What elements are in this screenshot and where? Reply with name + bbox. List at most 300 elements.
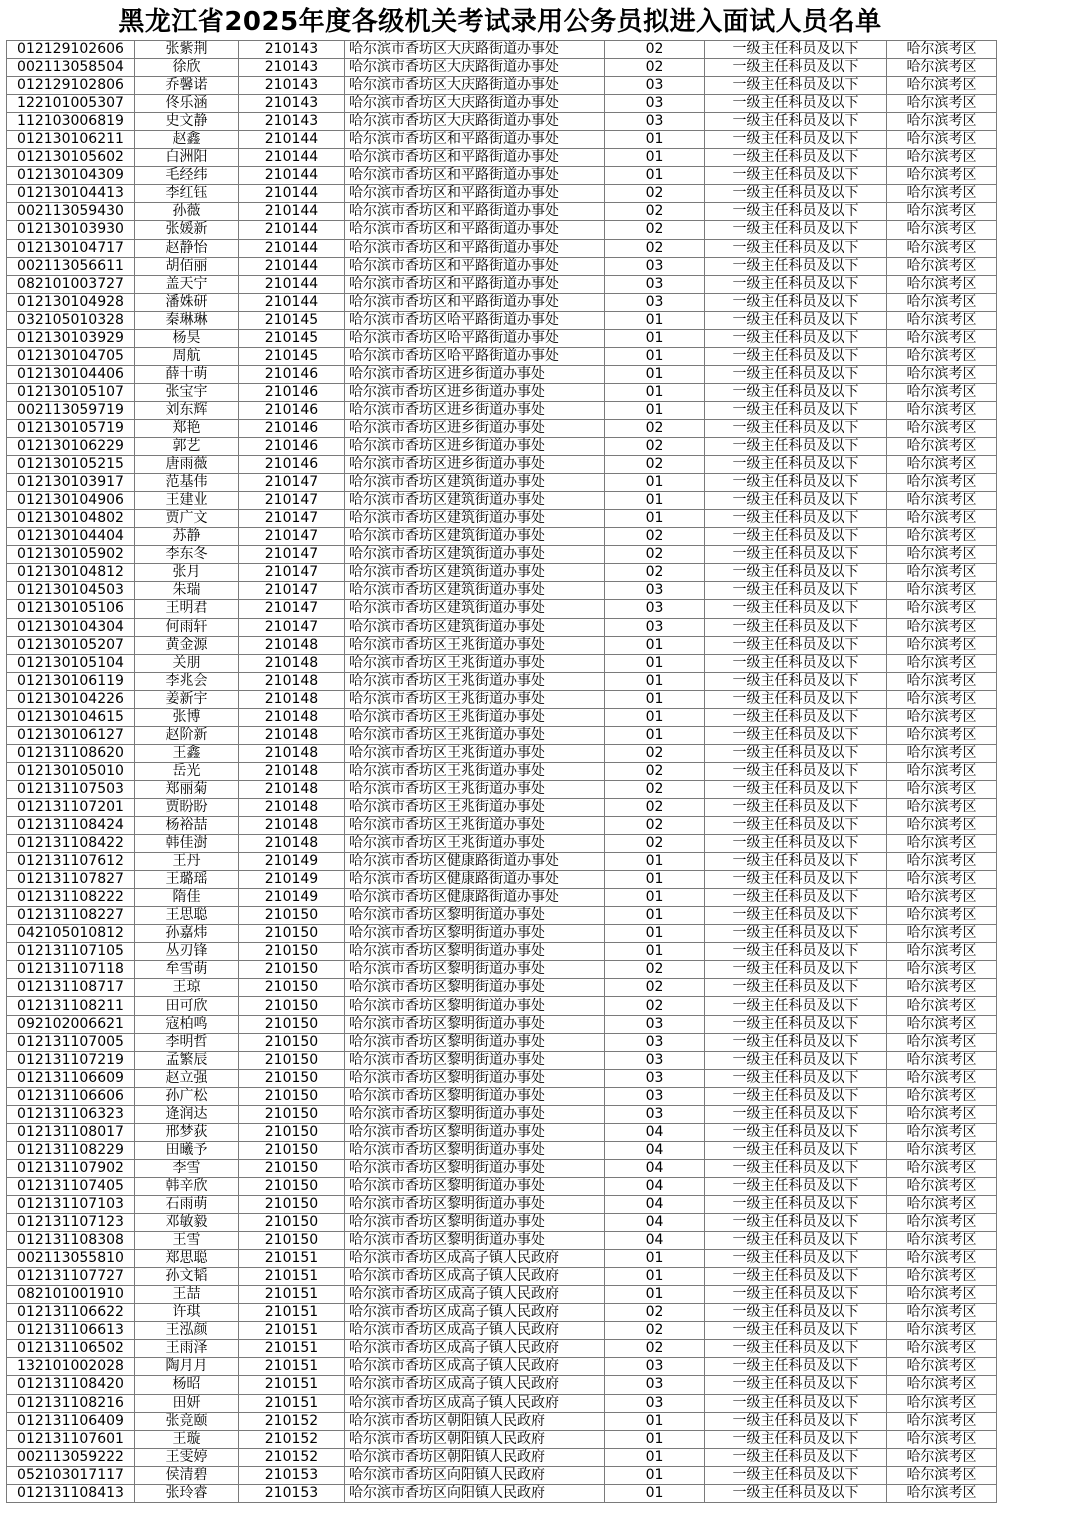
- name-cell: 田妍: [135, 1394, 239, 1412]
- exam-area-cell: 哈尔滨考区: [887, 1484, 997, 1502]
- table-row: [7, 1484, 997, 1502]
- level-cell: 一级主任科员及以下: [705, 907, 887, 925]
- exam-id-cell: 012130103917: [7, 474, 135, 492]
- name-cell: 孙广松: [135, 1087, 239, 1105]
- position-code-cell: 210143: [239, 59, 345, 77]
- level-cell: 一级主任科员及以下: [705, 546, 887, 564]
- exam-id-cell: 012130104503: [7, 582, 135, 600]
- table-row: [7, 528, 997, 546]
- table-row: [7, 690, 997, 708]
- exam-area-cell: 哈尔滨考区: [887, 1376, 997, 1394]
- table-row: [7, 600, 997, 618]
- position-no-cell: 03: [605, 1358, 705, 1376]
- exam-area-cell: 哈尔滨考区: [887, 636, 997, 654]
- level-cell: 一级主任科员及以下: [705, 275, 887, 293]
- exam-area-cell: 哈尔滨考区: [887, 1033, 997, 1051]
- unit-cell: 哈尔滨市香坊区黎明街道办事处: [345, 1214, 605, 1232]
- unit-cell: 哈尔滨市香坊区健康路街道办事处: [345, 871, 605, 889]
- unit-cell: 哈尔滨市香坊区王兆街道办事处: [345, 817, 605, 835]
- position-code-cell: 210150: [239, 1159, 345, 1177]
- exam-area-cell: 哈尔滨考区: [887, 1448, 997, 1466]
- position-code-cell: 210148: [239, 654, 345, 672]
- exam-area-cell: 哈尔滨考区: [887, 582, 997, 600]
- unit-cell: 哈尔滨市香坊区黎明街道办事处: [345, 1051, 605, 1069]
- level-cell: 一级主任科员及以下: [705, 1123, 887, 1141]
- table-row: [7, 835, 997, 853]
- position-code-cell: 210145: [239, 311, 345, 329]
- position-code-cell: 210148: [239, 708, 345, 726]
- position-code-cell: 210150: [239, 1087, 345, 1105]
- position-code-cell: 210152: [239, 1412, 345, 1430]
- table-row: [7, 401, 997, 419]
- unit-cell: 哈尔滨市香坊区和平路街道办事处: [345, 149, 605, 167]
- exam-area-cell: 哈尔滨考区: [887, 907, 997, 925]
- position-no-cell: 01: [605, 1484, 705, 1502]
- name-cell: 杨昭: [135, 1376, 239, 1394]
- name-cell: 周航: [135, 347, 239, 365]
- exam-id-cell: 002113058504: [7, 59, 135, 77]
- level-cell: 一级主任科员及以下: [705, 59, 887, 77]
- table-row: [7, 383, 997, 401]
- exam-area-cell: 哈尔滨考区: [887, 401, 997, 419]
- table-row: [7, 1214, 997, 1232]
- position-no-cell: 03: [605, 618, 705, 636]
- position-code-cell: 210148: [239, 726, 345, 744]
- exam-area-cell: 哈尔滨考区: [887, 979, 997, 997]
- table-row: [7, 1159, 997, 1177]
- table-row: [7, 708, 997, 726]
- exam-area-cell: 哈尔滨考区: [887, 1340, 997, 1358]
- unit-cell: 哈尔滨市香坊区黎明街道办事处: [345, 1069, 605, 1087]
- name-cell: 贾盼盼: [135, 798, 239, 816]
- position-no-cell: 02: [605, 979, 705, 997]
- position-code-cell: 210148: [239, 835, 345, 853]
- exam-id-cell: 012130105719: [7, 419, 135, 437]
- unit-cell: 哈尔滨市香坊区王兆街道办事处: [345, 835, 605, 853]
- exam-area-cell: 哈尔滨考区: [887, 1214, 997, 1232]
- table-row: [7, 1051, 997, 1069]
- table-row: [7, 1015, 997, 1033]
- name-cell: 秦琳琳: [135, 311, 239, 329]
- level-cell: 一级主任科员及以下: [705, 744, 887, 762]
- exam-area-cell: 哈尔滨考区: [887, 59, 997, 77]
- exam-area-cell: 哈尔滨考区: [887, 672, 997, 690]
- exam-id-cell: 012131108413: [7, 1484, 135, 1502]
- unit-cell: 哈尔滨市香坊区黎明街道办事处: [345, 943, 605, 961]
- position-code-cell: 210150: [239, 1196, 345, 1214]
- exam-id-cell: 012131107827: [7, 871, 135, 889]
- name-cell: 张宝宇: [135, 383, 239, 401]
- exam-area-cell: 哈尔滨考区: [887, 77, 997, 95]
- name-cell: 乔馨诺: [135, 77, 239, 95]
- position-no-cell: 04: [605, 1196, 705, 1214]
- unit-cell: 哈尔滨市香坊区朝阳镇人民政府: [345, 1448, 605, 1466]
- exam-id-cell: 092102006621: [7, 1015, 135, 1033]
- exam-area-cell: 哈尔滨考区: [887, 221, 997, 239]
- exam-id-cell: 012131106622: [7, 1304, 135, 1322]
- table-row: [7, 1069, 997, 1087]
- position-code-cell: 210150: [239, 1141, 345, 1159]
- name-cell: 赵静怡: [135, 239, 239, 257]
- exam-id-cell: 002113059222: [7, 1448, 135, 1466]
- level-cell: 一级主任科员及以下: [705, 817, 887, 835]
- unit-cell: 哈尔滨市香坊区王兆街道办事处: [345, 798, 605, 816]
- position-code-cell: 210146: [239, 456, 345, 474]
- table-row: [7, 654, 997, 672]
- table-row: [7, 59, 997, 77]
- position-no-cell: 01: [605, 492, 705, 510]
- level-cell: 一级主任科员及以下: [705, 1232, 887, 1250]
- position-code-cell: 210144: [239, 131, 345, 149]
- position-no-cell: 04: [605, 1232, 705, 1250]
- level-cell: 一级主任科员及以下: [705, 149, 887, 167]
- position-no-cell: 03: [605, 275, 705, 293]
- unit-cell: 哈尔滨市香坊区黎明街道办事处: [345, 1177, 605, 1195]
- name-cell: 朱瑞: [135, 582, 239, 600]
- exam-area-cell: 哈尔滨考区: [887, 1394, 997, 1412]
- exam-id-cell: 012131106609: [7, 1069, 135, 1087]
- position-no-cell: 02: [605, 419, 705, 437]
- exam-id-cell: 082101003727: [7, 275, 135, 293]
- table-row: [7, 438, 997, 456]
- exam-area-cell: 哈尔滨考区: [887, 1232, 997, 1250]
- level-cell: 一级主任科员及以下: [705, 167, 887, 185]
- position-code-cell: 210143: [239, 113, 345, 131]
- position-code-cell: 210148: [239, 672, 345, 690]
- exam-id-cell: 002113059430: [7, 203, 135, 221]
- unit-cell: 哈尔滨市香坊区哈平路街道办事处: [345, 347, 605, 365]
- level-cell: 一级主任科员及以下: [705, 311, 887, 329]
- exam-id-cell: 012130105107: [7, 383, 135, 401]
- exam-area-cell: 哈尔滨考区: [887, 203, 997, 221]
- exam-id-cell: 012129102606: [7, 41, 135, 59]
- level-cell: 一级主任科员及以下: [705, 474, 887, 492]
- unit-cell: 哈尔滨市香坊区建筑街道办事处: [345, 582, 605, 600]
- table-row: [7, 1250, 997, 1268]
- position-no-cell: 01: [605, 149, 705, 167]
- position-no-cell: 01: [605, 365, 705, 383]
- table-row: [7, 167, 997, 185]
- position-code-cell: 210146: [239, 438, 345, 456]
- exam-area-cell: 哈尔滨考区: [887, 239, 997, 257]
- level-cell: 一级主任科员及以下: [705, 889, 887, 907]
- name-cell: 赵阶新: [135, 726, 239, 744]
- exam-id-cell: 012131108422: [7, 835, 135, 853]
- exam-id-cell: 112103006819: [7, 113, 135, 131]
- position-code-cell: 210151: [239, 1394, 345, 1412]
- name-cell: 王思聪: [135, 907, 239, 925]
- candidate-table-body: [7, 41, 997, 1503]
- candidate-table: [6, 40, 997, 1503]
- unit-cell: 哈尔滨市香坊区王兆街道办事处: [345, 654, 605, 672]
- name-cell: 唐雨薇: [135, 456, 239, 474]
- exam-area-cell: 哈尔滨考区: [887, 943, 997, 961]
- name-cell: 郭艺: [135, 438, 239, 456]
- level-cell: 一级主任科员及以下: [705, 582, 887, 600]
- level-cell: 一级主任科员及以下: [705, 1358, 887, 1376]
- table-row: [7, 1448, 997, 1466]
- position-no-cell: 02: [605, 59, 705, 77]
- table-row: [7, 1358, 997, 1376]
- level-cell: 一级主任科员及以下: [705, 1376, 887, 1394]
- table-row: [7, 853, 997, 871]
- name-cell: 王鑫: [135, 744, 239, 762]
- level-cell: 一级主任科员及以下: [705, 257, 887, 275]
- name-cell: 郑思聪: [135, 1250, 239, 1268]
- position-no-cell: 02: [605, 221, 705, 239]
- unit-cell: 哈尔滨市香坊区建筑街道办事处: [345, 564, 605, 582]
- position-code-cell: 210153: [239, 1484, 345, 1502]
- unit-cell: 哈尔滨市香坊区王兆街道办事处: [345, 690, 605, 708]
- level-cell: 一级主任科员及以下: [705, 1214, 887, 1232]
- position-no-cell: 01: [605, 636, 705, 654]
- unit-cell: 哈尔滨市香坊区黎明街道办事处: [345, 1015, 605, 1033]
- name-cell: 田曦予: [135, 1141, 239, 1159]
- name-cell: 孙文韬: [135, 1268, 239, 1286]
- position-code-cell: 210151: [239, 1250, 345, 1268]
- position-code-cell: 210144: [239, 293, 345, 311]
- position-no-cell: 04: [605, 1123, 705, 1141]
- exam-area-cell: 哈尔滨考区: [887, 149, 997, 167]
- position-no-cell: 01: [605, 1268, 705, 1286]
- exam-area-cell: 哈尔滨考区: [887, 690, 997, 708]
- level-cell: 一级主任科员及以下: [705, 221, 887, 239]
- name-cell: 王建业: [135, 492, 239, 510]
- level-cell: 一级主任科员及以下: [705, 925, 887, 943]
- level-cell: 一级主任科员及以下: [705, 618, 887, 636]
- position-no-cell: 01: [605, 1250, 705, 1268]
- unit-cell: 哈尔滨市香坊区成高子镇人民政府: [345, 1286, 605, 1304]
- position-code-cell: 210144: [239, 203, 345, 221]
- exam-area-cell: 哈尔滨考区: [887, 997, 997, 1015]
- exam-id-cell: 012131107005: [7, 1033, 135, 1051]
- exam-id-cell: 012130104406: [7, 365, 135, 383]
- exam-id-cell: 012130104906: [7, 492, 135, 510]
- level-cell: 一级主任科员及以下: [705, 1250, 887, 1268]
- exam-area-cell: 哈尔滨考区: [887, 744, 997, 762]
- level-cell: 一级主任科员及以下: [705, 1141, 887, 1159]
- unit-cell: 哈尔滨市香坊区哈平路街道办事处: [345, 329, 605, 347]
- name-cell: 贾广文: [135, 510, 239, 528]
- level-cell: 一级主任科员及以下: [705, 708, 887, 726]
- table-row: [7, 1268, 997, 1286]
- exam-id-cell: 012130106127: [7, 726, 135, 744]
- name-cell: 丛刃锋: [135, 943, 239, 961]
- name-cell: 薛十萌: [135, 365, 239, 383]
- exam-area-cell: 哈尔滨考区: [887, 726, 997, 744]
- name-cell: 隋佳: [135, 889, 239, 907]
- position-code-cell: 210144: [239, 149, 345, 167]
- level-cell: 一级主任科员及以下: [705, 492, 887, 510]
- position-code-cell: 210150: [239, 1232, 345, 1250]
- exam-area-cell: 哈尔滨考区: [887, 365, 997, 383]
- name-cell: 张月: [135, 564, 239, 582]
- position-no-cell: 02: [605, 528, 705, 546]
- exam-area-cell: 哈尔滨考区: [887, 798, 997, 816]
- name-cell: 郑艳: [135, 419, 239, 437]
- unit-cell: 哈尔滨市香坊区成高子镇人民政府: [345, 1304, 605, 1322]
- exam-area-cell: 哈尔滨考区: [887, 817, 997, 835]
- unit-cell: 哈尔滨市香坊区黎明街道办事处: [345, 1105, 605, 1123]
- level-cell: 一级主任科员及以下: [705, 203, 887, 221]
- position-code-cell: 210151: [239, 1268, 345, 1286]
- unit-cell: 哈尔滨市香坊区健康路街道办事处: [345, 889, 605, 907]
- level-cell: 一级主任科员及以下: [705, 997, 887, 1015]
- unit-cell: 哈尔滨市香坊区建筑街道办事处: [345, 600, 605, 618]
- unit-cell: 哈尔滨市香坊区进乡街道办事处: [345, 401, 605, 419]
- unit-cell: 哈尔滨市香坊区健康路街道办事处: [345, 853, 605, 871]
- position-code-cell: 210151: [239, 1340, 345, 1358]
- level-cell: 一级主任科员及以下: [705, 961, 887, 979]
- position-no-cell: 03: [605, 1069, 705, 1087]
- name-cell: 王雯婷: [135, 1448, 239, 1466]
- position-code-cell: 210144: [239, 239, 345, 257]
- table-row: [7, 257, 997, 275]
- table-row: [7, 1286, 997, 1304]
- exam-area-cell: 哈尔滨考区: [887, 1466, 997, 1484]
- level-cell: 一级主任科员及以下: [705, 438, 887, 456]
- level-cell: 一级主任科员及以下: [705, 1268, 887, 1286]
- position-no-cell: 02: [605, 564, 705, 582]
- name-cell: 王琼: [135, 979, 239, 997]
- exam-id-cell: 012130106119: [7, 672, 135, 690]
- table-row: [7, 474, 997, 492]
- position-no-cell: 01: [605, 708, 705, 726]
- name-cell: 张媛新: [135, 221, 239, 239]
- position-code-cell: 210147: [239, 492, 345, 510]
- unit-cell: 哈尔滨市香坊区和平路街道办事处: [345, 257, 605, 275]
- exam-area-cell: 哈尔滨考区: [887, 41, 997, 59]
- exam-area-cell: 哈尔滨考区: [887, 1430, 997, 1448]
- table-row: [7, 1177, 997, 1195]
- exam-area-cell: 哈尔滨考区: [887, 961, 997, 979]
- exam-area-cell: 哈尔滨考区: [887, 131, 997, 149]
- position-no-cell: 01: [605, 871, 705, 889]
- exam-id-cell: 012131107902: [7, 1159, 135, 1177]
- name-cell: 侯清碧: [135, 1466, 239, 1484]
- table-row: [7, 510, 997, 528]
- table-row: [7, 419, 997, 437]
- position-no-cell: 01: [605, 167, 705, 185]
- level-cell: 一级主任科员及以下: [705, 1430, 887, 1448]
- name-cell: 王雪: [135, 1232, 239, 1250]
- exam-id-cell: 012131108017: [7, 1123, 135, 1141]
- position-no-cell: 03: [605, 1033, 705, 1051]
- unit-cell: 哈尔滨市香坊区大庆路街道办事处: [345, 113, 605, 131]
- name-cell: 田可欣: [135, 997, 239, 1015]
- exam-area-cell: 哈尔滨考区: [887, 528, 997, 546]
- exam-id-cell: 132101002028: [7, 1358, 135, 1376]
- exam-area-cell: 哈尔滨考区: [887, 257, 997, 275]
- level-cell: 一级主任科员及以下: [705, 383, 887, 401]
- name-cell: 石雨萌: [135, 1196, 239, 1214]
- unit-cell: 哈尔滨市香坊区黎明街道办事处: [345, 979, 605, 997]
- level-cell: 一级主任科员及以下: [705, 979, 887, 997]
- unit-cell: 哈尔滨市香坊区大庆路街道办事处: [345, 77, 605, 95]
- name-cell: 史文静: [135, 113, 239, 131]
- position-code-cell: 210150: [239, 979, 345, 997]
- name-cell: 王喆: [135, 1286, 239, 1304]
- name-cell: 关朋: [135, 654, 239, 672]
- position-code-cell: 210148: [239, 690, 345, 708]
- exam-area-cell: 哈尔滨考区: [887, 853, 997, 871]
- exam-area-cell: 哈尔滨考区: [887, 1412, 997, 1430]
- unit-cell: 哈尔滨市香坊区建筑街道办事处: [345, 546, 605, 564]
- level-cell: 一级主任科员及以下: [705, 636, 887, 654]
- exam-area-cell: 哈尔滨考区: [887, 311, 997, 329]
- exam-area-cell: 哈尔滨考区: [887, 113, 997, 131]
- position-code-cell: 210150: [239, 1105, 345, 1123]
- level-cell: 一级主任科员及以下: [705, 1394, 887, 1412]
- exam-area-cell: 哈尔滨考区: [887, 1051, 997, 1069]
- name-cell: 刘东辉: [135, 401, 239, 419]
- exam-id-cell: 012130105902: [7, 546, 135, 564]
- exam-id-cell: 012130104802: [7, 510, 135, 528]
- table-row: [7, 131, 997, 149]
- exam-area-cell: 哈尔滨考区: [887, 600, 997, 618]
- exam-area-cell: 哈尔滨考区: [887, 654, 997, 672]
- table-row: [7, 1196, 997, 1214]
- name-cell: 徐欣: [135, 59, 239, 77]
- name-cell: 李红钰: [135, 185, 239, 203]
- unit-cell: 哈尔滨市香坊区王兆街道办事处: [345, 762, 605, 780]
- position-code-cell: 210146: [239, 383, 345, 401]
- table-row: [7, 203, 997, 221]
- level-cell: 一级主任科员及以下: [705, 1304, 887, 1322]
- table-row: [7, 95, 997, 113]
- name-cell: 张紫荆: [135, 41, 239, 59]
- unit-cell: 哈尔滨市香坊区黎明街道办事处: [345, 1196, 605, 1214]
- position-code-cell: 210150: [239, 1015, 345, 1033]
- level-cell: 一级主任科员及以下: [705, 853, 887, 871]
- name-cell: 黄金源: [135, 636, 239, 654]
- position-no-cell: 04: [605, 1214, 705, 1232]
- exam-id-cell: 012131108424: [7, 817, 135, 835]
- unit-cell: 哈尔滨市香坊区黎明街道办事处: [345, 961, 605, 979]
- exam-id-cell: 012130105215: [7, 456, 135, 474]
- table-row: [7, 1105, 997, 1123]
- level-cell: 一级主任科员及以下: [705, 1159, 887, 1177]
- table-row: [7, 817, 997, 835]
- level-cell: 一级主任科员及以下: [705, 293, 887, 311]
- exam-area-cell: 哈尔滨考区: [887, 347, 997, 365]
- table-row: [7, 798, 997, 816]
- exam-id-cell: 012130104413: [7, 185, 135, 203]
- exam-id-cell: 012131107405: [7, 1177, 135, 1195]
- position-no-cell: 02: [605, 203, 705, 221]
- table-row: [7, 1340, 997, 1358]
- table-row: [7, 636, 997, 654]
- name-cell: 孙薇: [135, 203, 239, 221]
- exam-id-cell: 012130105602: [7, 149, 135, 167]
- unit-cell: 哈尔滨市香坊区黎明街道办事处: [345, 1232, 605, 1250]
- level-cell: 一级主任科员及以下: [705, 41, 887, 59]
- unit-cell: 哈尔滨市香坊区黎明街道办事处: [345, 907, 605, 925]
- table-row: [7, 780, 997, 798]
- table-row: [7, 1322, 997, 1340]
- exam-id-cell: 012131108211: [7, 997, 135, 1015]
- table-row: [7, 456, 997, 474]
- position-code-cell: 210151: [239, 1286, 345, 1304]
- position-code-cell: 210146: [239, 419, 345, 437]
- position-code-cell: 210150: [239, 1177, 345, 1195]
- level-cell: 一级主任科员及以下: [705, 1105, 887, 1123]
- exam-id-cell: 012130106229: [7, 438, 135, 456]
- position-code-cell: 210147: [239, 528, 345, 546]
- position-no-cell: 01: [605, 1412, 705, 1430]
- table-row: [7, 943, 997, 961]
- unit-cell: 哈尔滨市香坊区黎明街道办事处: [345, 1033, 605, 1051]
